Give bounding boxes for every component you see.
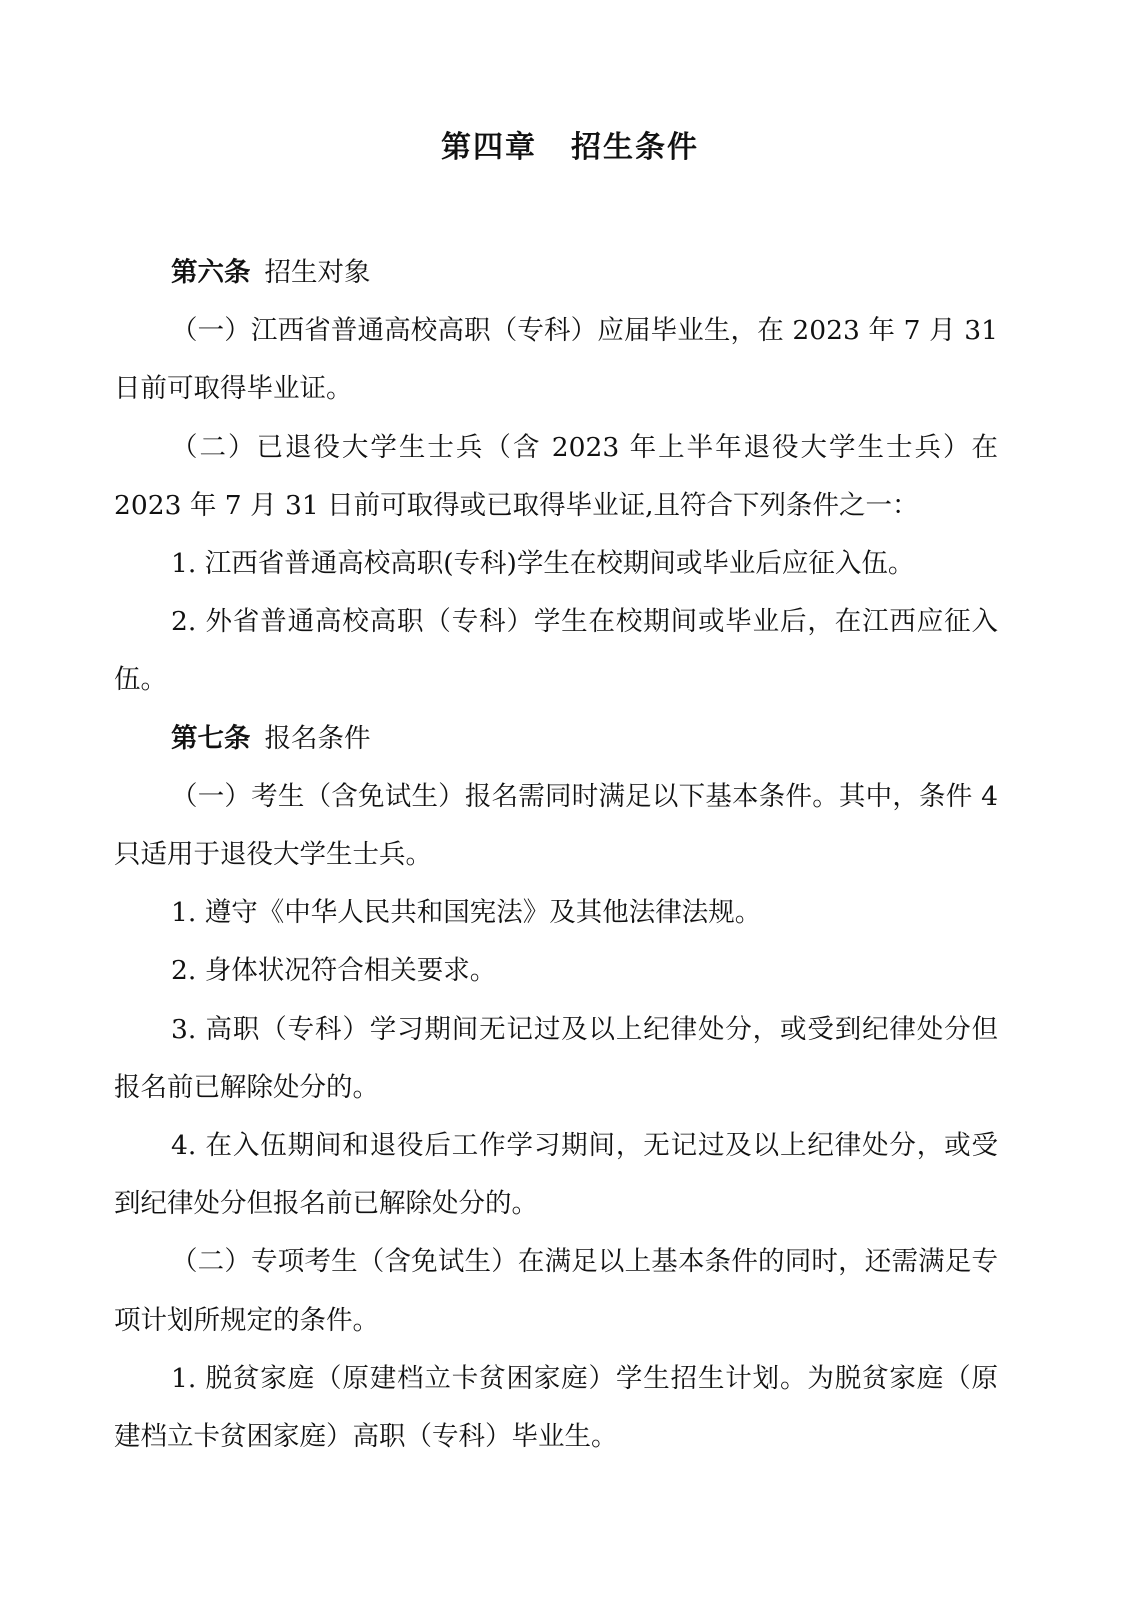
paragraph: 4. 在入伍期间和退役后工作学习期间，无记过及以上纪律处分，或受到纪律处分但报名前已解除处分的。 — [114, 1130, 998, 1220]
document-body — [114, 244, 998, 1466]
article-title: 报名条件 — [264, 722, 371, 754]
paragraph: 1. 遵守《中华人民共和国宪法》及其他法律法规。 — [171, 897, 762, 929]
article-heading — [114, 710, 998, 768]
paragraph: （二）已退役大学生士兵（含 2023 年上半年退役大学生士兵）在 2023 年 7 月 31 日前可取得或已取得毕业证,且符合下列条件之一： — [114, 431, 998, 521]
paragraph: （一）考生（含免试生）报名需同时满足以下基本条件。其中，条件 4 只适用于退役大学生士兵。 — [114, 780, 998, 871]
article-7 — [114, 710, 998, 1467]
article-heading — [114, 244, 998, 302]
paragraph: 1. 脱贫家庭（原建档立卡贫困家庭）学生招生计划。为脱贫家庭（原建档立卡贫困家庭）高职（专科）毕业生。 — [114, 1362, 998, 1453]
paragraph: 1. 江西省普通高校高职(专科)学生在校期间或毕业后应征入伍。 — [171, 548, 915, 580]
article-number: 第六条 — [171, 257, 251, 288]
article-number: 第七条 — [171, 722, 251, 754]
paragraph: 3. 高职（专科）学习期间无记过及以上纪律处分，或受到纪律处分但报名前已解除处分的。 — [114, 1013, 998, 1103]
paragraph: 2. 外省普通高校高职（专科）学生在校期间或毕业后，在江西应征入伍。 — [114, 606, 998, 696]
paragraph: （二）专项考生（含免试生）在满足以上基本条件的同时，还需满足专项计划所规定的条件。 — [114, 1246, 998, 1336]
paragraph: 2. 身体状况符合相关要求。 — [171, 955, 497, 987]
article-6 — [114, 244, 998, 710]
chapter-title — [0, 128, 1140, 168]
chapter-number: 第四章 — [441, 130, 537, 165]
chapter-name: 招生条件 — [571, 130, 699, 165]
paragraph: （一）江西省普通高校高职（专科）应届毕业生，在 2023 年 7 月 31 日前可取得毕业证。 — [114, 315, 998, 405]
article-title: 招生对象 — [264, 257, 371, 288]
